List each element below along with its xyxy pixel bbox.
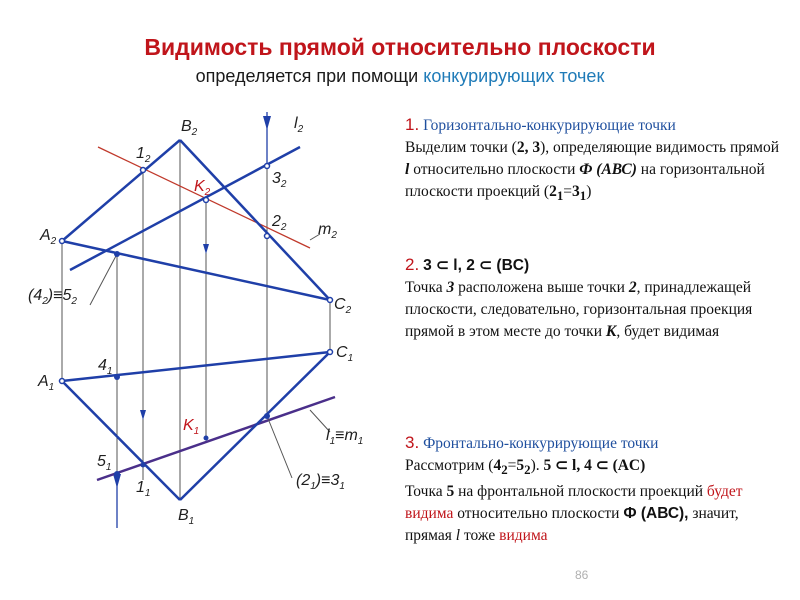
point-1-2 <box>141 168 146 173</box>
section-2-title: 3 ⊂ l, 2 ⊂ (BC) <box>423 257 530 274</box>
point-4-5-2 <box>114 251 120 257</box>
label-2-2: $2_2$ <box>272 213 287 233</box>
point-2-3-1 <box>264 413 270 419</box>
point-a2 <box>60 239 65 244</box>
label-a1: $A_1$ <box>38 373 55 393</box>
solid-points <box>114 251 270 477</box>
section-3-heading <box>405 432 785 455</box>
label-1-2: $1_2$ <box>136 145 151 165</box>
section-2-number: 2. <box>405 255 420 274</box>
label-c1: $C_1$ <box>336 344 354 364</box>
point-2-2 <box>265 234 270 239</box>
arrow-down-icon <box>263 116 271 130</box>
section-3-line-1: Рассмотрим $(4_2=5_2)$. 5 ⊂ l, 4 ⊂ (AC) <box>405 457 646 478</box>
label-5-1: $5_1$ <box>97 453 112 473</box>
visible-highlight-2: видима <box>499 527 548 545</box>
line-l1-m1 <box>97 397 335 480</box>
label-m2: $m_2$ <box>318 221 337 241</box>
page-title: Видимость прямой относительно плоскости <box>144 34 656 60</box>
section-3-body: Точка 5 на фронтальной плоскости проекций будет видима относительно плоскости Ф (АВС), значит, прямая l тоже видима <box>405 483 743 545</box>
point-k1 <box>204 436 209 441</box>
label-l1-m1: $l_1\equiv m_1$ <box>326 427 364 447</box>
label-3-2: $3_2$ <box>272 170 287 190</box>
section-1-body: Выделим точки (2, 3), определяющие видимость прямой l относительно плоскости Ф (АВС) на горизонтальной плоскости проекций $(2_1=3_1)$ <box>405 139 780 204</box>
point-1-1 <box>141 463 146 468</box>
leader-23 <box>267 416 292 478</box>
label-l2: $l_2$ <box>294 115 304 135</box>
triangle-frontal <box>62 140 330 300</box>
label-4-5-frontal: $(4_2)\equiv 5_2$ <box>28 287 77 307</box>
section-1 <box>405 114 785 207</box>
label-a2: $A_2$ <box>40 227 57 247</box>
edge-a2-c2 <box>62 241 330 300</box>
arrow-small-1-icon <box>140 410 146 420</box>
point-4-1 <box>114 374 120 380</box>
point-5-1 <box>114 471 120 477</box>
section-2-heading <box>405 254 785 277</box>
section-1-number: 1. <box>405 115 420 134</box>
label-b1: $B_1$ <box>178 507 195 527</box>
visible-highlight-1: будет видима <box>405 483 743 523</box>
point-c1 <box>328 350 333 355</box>
section-1-title: Горизонтально-конкурирующие точки <box>423 117 676 134</box>
subtitle-prefix: определяется при помощи <box>195 66 419 86</box>
label-2-3-horizontal: $(2_1)\equiv 3_1$ <box>296 472 345 492</box>
label-b2: $B_2$ <box>181 118 198 138</box>
edge-a1-b1 <box>62 381 180 500</box>
leader-45 <box>90 254 117 305</box>
label-1-1: $1_1$ <box>136 479 151 499</box>
section-1-heading <box>405 114 785 137</box>
point-a1 <box>60 379 65 384</box>
point-3-2 <box>265 164 270 169</box>
section-2-body: Точка 3 расположена выше точки 2, принадлежащей плоскости, следовательно, горизонтальная проекция прямой в этом месте до точки К, будет видимая <box>405 279 753 340</box>
page-number: 86 <box>575 568 589 582</box>
section-3-title: Фронтально-конкурирующие точки <box>423 435 659 452</box>
point-c2 <box>328 298 333 303</box>
subtitle-highlight: конкурирующих точек <box>423 66 605 86</box>
label-c2: $C_2$ <box>334 296 352 316</box>
section-3 <box>405 432 785 547</box>
points <box>60 164 333 384</box>
edge-b2-c2 <box>180 140 330 300</box>
label-k2: $K_2$ <box>194 178 211 198</box>
edge-a2-b2 <box>62 140 180 241</box>
label-k1: $K_1$ <box>183 417 200 437</box>
point-k2 <box>204 198 209 203</box>
arrow-small-k-icon <box>203 244 209 254</box>
section-3-number: 3. <box>405 433 420 452</box>
label-4-1: $4_1$ <box>98 357 113 377</box>
section-2 <box>405 254 785 343</box>
